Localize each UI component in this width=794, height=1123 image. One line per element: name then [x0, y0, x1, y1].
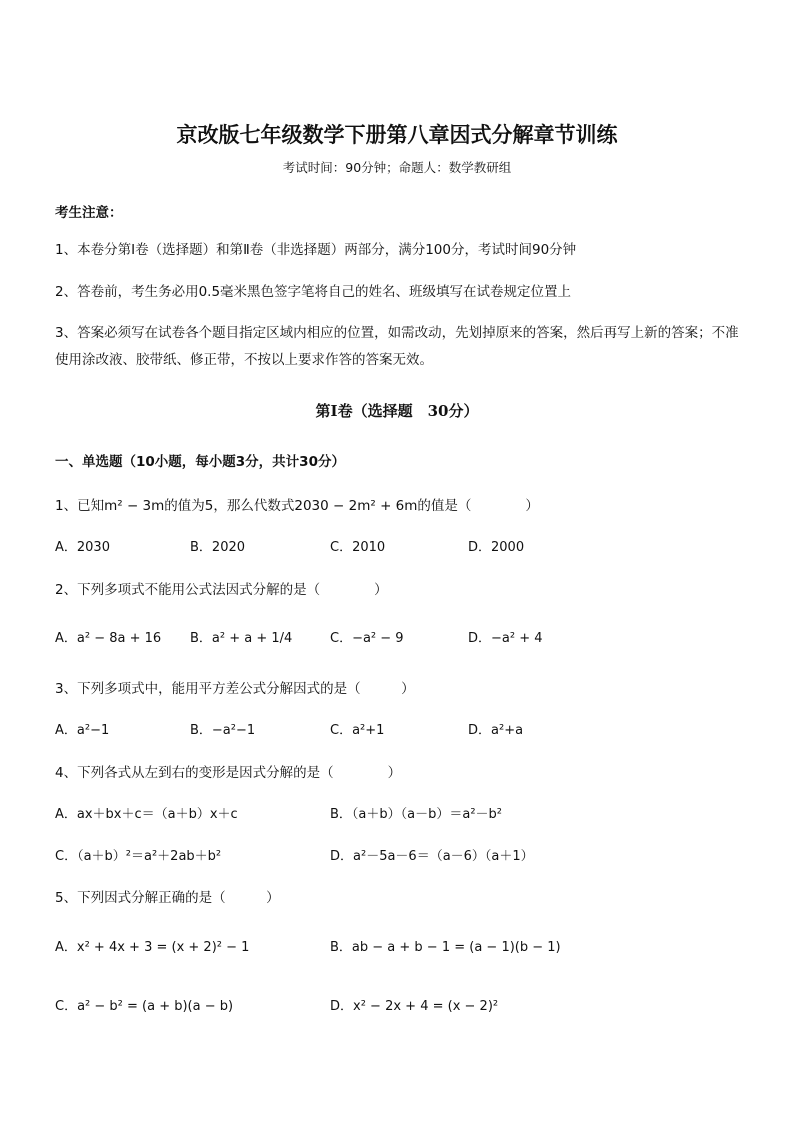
question-3-option-b[interactable]: B．−a²−1 — [190, 723, 256, 738]
notice-heading: 考生注意： — [55, 205, 123, 221]
question-3-option-c[interactable]: C．a²+1 — [330, 723, 385, 738]
question-5-option-a[interactable]: A．x² + 4x + 3 = (x + 2)² − 1 — [55, 940, 250, 955]
notice-item-1: 1、本卷分第Ⅰ卷（选择题）和第Ⅱ卷（非选择题）两部分，满分100分，考试时间90分钟 — [55, 242, 577, 258]
notice-item-2: 2、答卷前，考生务必用0.5毫米黑色签字笔将自己的姓名、班级填写在试卷规定位置上 — [55, 284, 572, 300]
page-title: 京改版七年级数学下册第八章因式分解章节训练 — [176, 122, 618, 147]
question-2-option-d[interactable]: D．−a² + 4 — [468, 631, 543, 646]
question-5-option-b[interactable]: B．ab − a + b − 1 = (a − 1)(b − 1) — [330, 940, 561, 955]
question-1-option-b[interactable]: B．2020 — [190, 540, 246, 555]
question-4-option-a[interactable]: A．ax＋bx＋c＝（a＋b）x＋c — [55, 807, 238, 822]
question-1-option-a[interactable]: A．2030 — [55, 540, 110, 555]
question-3-option-d[interactable]: D．a²+a — [468, 723, 524, 738]
exam-info: 考试时间：90分钟；命题人：数学教研组 — [282, 160, 512, 175]
question-3-stem: 3、下列多项式中，能用平方差公式分解因式的是（ ） — [55, 681, 415, 697]
question-4-option-d[interactable]: D．a²－5a－6＝（a－6）（a＋1） — [330, 849, 534, 864]
question-1-option-d[interactable]: D．2000 — [468, 540, 525, 555]
question-5-option-c[interactable]: C．a² − b² = (a + b)(a − b) — [55, 999, 234, 1014]
question-3-option-a[interactable]: A．a²−1 — [55, 723, 110, 738]
question-4-stem: 4、下列各式从左到右的变形是因式分解的是（ ） — [55, 765, 402, 781]
question-1-option-c[interactable]: C．2010 — [330, 540, 386, 555]
question-2-option-b[interactable]: B．a² + a + 1/4 — [190, 631, 293, 646]
section-title: 第Ⅰ卷（选择题 30分） — [315, 402, 479, 420]
question-2-option-c[interactable]: C．−a² − 9 — [330, 631, 404, 646]
question-4-option-c[interactable]: C．（a＋b）²＝a²＋2ab＋b² — [55, 849, 222, 864]
question-5-option-d[interactable]: D．x² − 2x + 4 = (x − 2)² — [330, 999, 499, 1014]
question-2-stem: 2、下列多项式不能用公式法因式分解的是（ ） — [55, 582, 388, 598]
part-heading: 一、单选题（10小题，每小题3分，共计30分） — [55, 454, 345, 470]
question-2-option-a[interactable]: A．a² − 8a + 16 — [55, 631, 162, 646]
question-1-stem: 1、已知m² − 3m的值为5，那么代数式2030 − 2m² + 6m的值是（ ） — [55, 498, 539, 514]
question-5-stem: 5、下列因式分解正确的是（ ） — [55, 890, 280, 906]
question-4-option-b[interactable]: B．（a＋b）（a－b）＝a²－b² — [330, 807, 502, 822]
notice-item-3: 3、答案必须写在试卷各个题目指定区域内相应的位置，如需改动，先划掉原来的答案，然后再写上新的答案；不准使用涂改液、胶带纸、修正带，不按以上要求作答的答案无效。 — [55, 325, 739, 368]
